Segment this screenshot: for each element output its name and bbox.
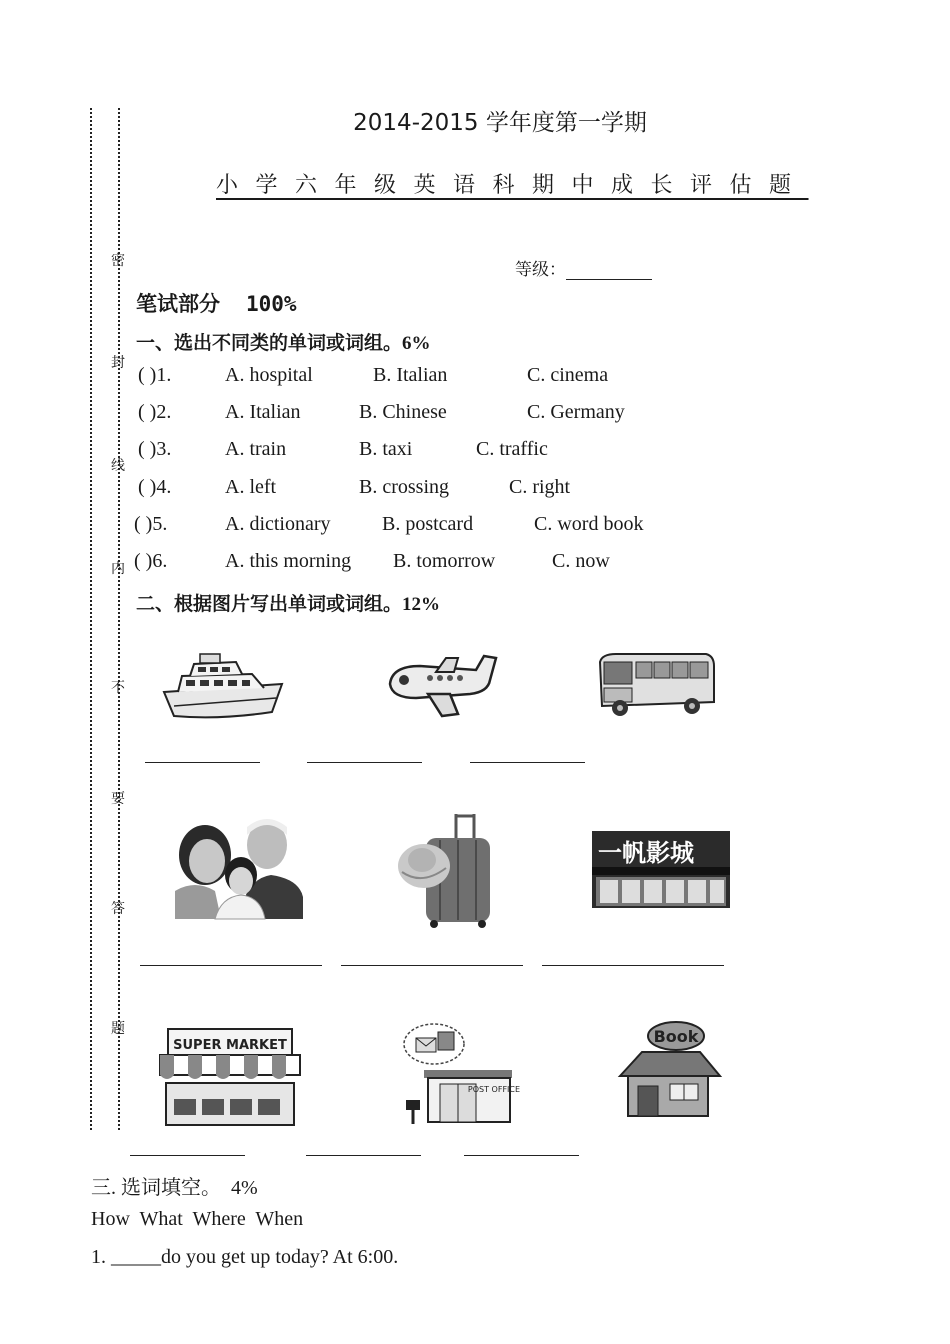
section2-title: 二、根据图片写出单词或词组。12%	[136, 594, 441, 615]
seal-char: 要	[111, 791, 125, 807]
option-a: A. Italian	[225, 401, 301, 423]
option-b: B. postcard	[382, 513, 474, 535]
question-number[interactable]: ( )5.	[134, 513, 168, 535]
answer-blank[interactable]	[306, 1155, 421, 1156]
option-c: C. cinema	[527, 364, 609, 386]
answer-blank[interactable]	[341, 965, 523, 966]
answer-blank[interactable]	[464, 1155, 579, 1156]
family-photo	[175, 817, 303, 919]
seal-char: 内	[111, 561, 125, 577]
option-a: A. left	[225, 476, 277, 498]
seal-char: 线	[111, 458, 125, 474]
fill-in-question-1[interactable]: 1. _____do you get up today? At 6:00.	[91, 1246, 399, 1268]
answer-blank[interactable]	[542, 965, 724, 966]
seal-char: 封	[111, 355, 125, 371]
cinema-picture	[592, 831, 730, 908]
option-b: B. crossing	[359, 476, 449, 498]
seal-char: 密	[111, 253, 125, 269]
answer-blank[interactable]	[130, 1155, 245, 1156]
answer-blank[interactable]	[140, 965, 322, 966]
question-number[interactable]: ( )2.	[138, 401, 172, 423]
answer-blank[interactable]	[145, 762, 260, 763]
question-number[interactable]: ( )1.	[138, 364, 172, 386]
page-subtitle: 小学六年级英语科期中成长评估题	[216, 173, 809, 198]
cinema-sign: 一帆影城	[598, 839, 694, 867]
grade-blank[interactable]	[566, 261, 652, 280]
answer-blank[interactable]	[307, 762, 422, 763]
bookstore-sign: Book	[653, 1027, 699, 1046]
option-a: A. hospital	[225, 364, 313, 386]
option-c: C. now	[552, 550, 610, 572]
option-b: B. tomorrow	[393, 550, 496, 572]
question-number[interactable]: ( )4.	[138, 476, 172, 498]
section3-title: 三. 选词填空。 4%	[91, 1177, 258, 1199]
plane-picture	[380, 650, 502, 722]
option-a: A. dictionary	[225, 513, 331, 535]
option-c: C. traffic	[476, 438, 548, 460]
answer-blank[interactable]	[470, 762, 585, 763]
option-c: C. right	[509, 476, 571, 498]
bus-picture	[596, 650, 716, 718]
supermarket-sign: SUPER MARKET	[173, 1038, 287, 1053]
supermarket-picture	[158, 1025, 302, 1127]
ship-picture	[160, 650, 286, 722]
option-b: B. Chinese	[359, 401, 447, 423]
seal-char: 不	[111, 680, 125, 696]
grade-label: 等级：	[515, 260, 566, 279]
post-office-sign: POST OFFICE	[467, 1085, 521, 1094]
option-b: B. Italian	[373, 364, 448, 386]
bookstore-picture	[616, 1018, 722, 1120]
option-a: A. train	[225, 438, 287, 460]
written-part-heading: 笔试部分 100%	[136, 292, 297, 316]
word-bank: How What Where When	[91, 1208, 304, 1230]
question-number[interactable]: ( )3.	[138, 438, 172, 460]
option-b: B. taxi	[359, 438, 413, 460]
option-a: A. this morning	[225, 550, 352, 572]
seal-char: 题	[111, 1021, 125, 1037]
section1-title: 一、选出不同类的单词或词组。6%	[136, 333, 431, 354]
post-office-picture	[400, 1020, 521, 1126]
grade-field	[515, 255, 652, 280]
suitcase-picture	[398, 812, 498, 930]
binding-dotted-line	[90, 108, 92, 1130]
seal-char: 答	[111, 901, 125, 917]
option-c: C. word book	[534, 513, 644, 535]
page-title: 2014-2015 学年度第一学期	[353, 110, 647, 136]
option-c: C. Germany	[527, 401, 625, 423]
question-number[interactable]: ( )6.	[134, 550, 168, 572]
